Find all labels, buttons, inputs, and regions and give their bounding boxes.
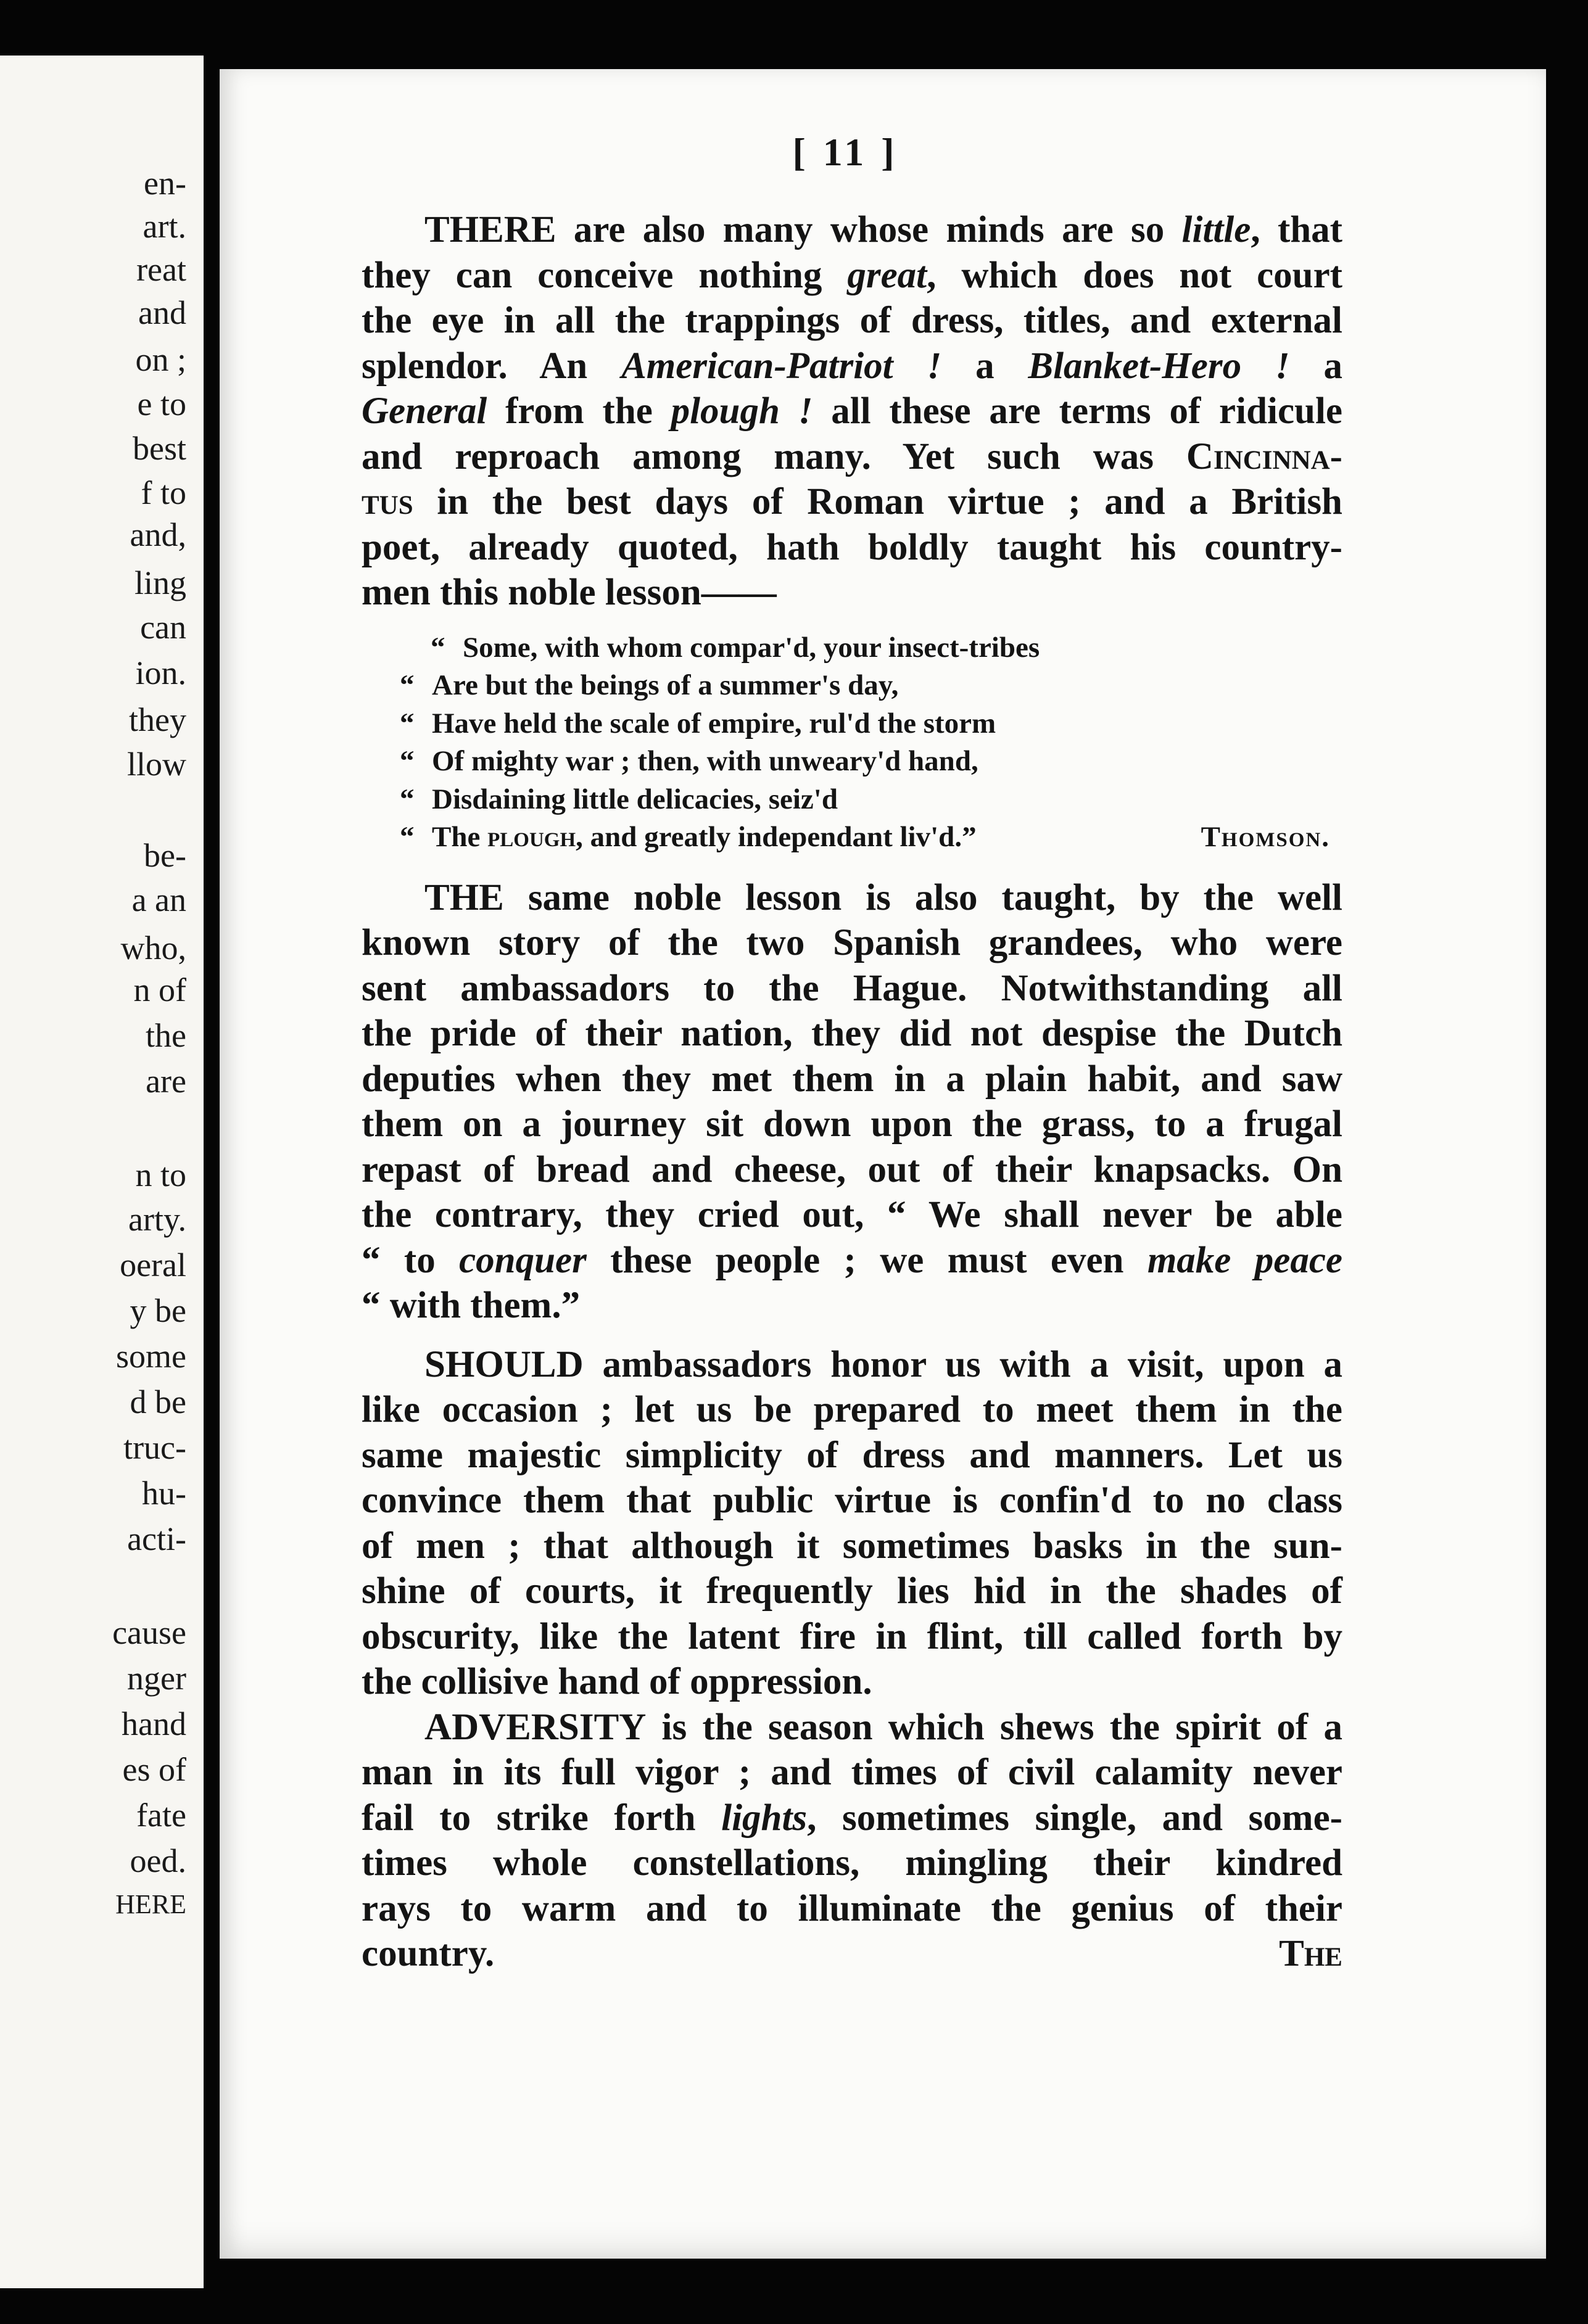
para1-line2: they can conceive nothing great, which does not court [362, 254, 1342, 296]
para1-line4: splendor. An American-Patriot ! a Blanket-Hero ! a [362, 345, 1343, 387]
left-page-fragment: who, [120, 929, 186, 966]
verse-line5: “ Disdaining little delicacies, seiz'd [400, 783, 838, 815]
para4-line2: man in its full vigor ; and times of civil calamity never [362, 1752, 1342, 1793]
para3-line6: shine of courts, it frequently lies hid in the shades of [362, 1570, 1342, 1612]
para1-line9: men this noble lesson—— [362, 572, 777, 613]
para1-line3: the eye in all the trappings of dress, titles, and external [362, 300, 1342, 341]
para2-line6: them on a journey sit down upon the grass, to a frugal [362, 1103, 1342, 1145]
left-page-fragment: some [116, 1338, 186, 1375]
left-page-fragment: es of [122, 1751, 186, 1788]
left-page-fragment: acti- [127, 1520, 186, 1557]
para2-line8: the contrary, they cried out, “ We shall never be able [362, 1194, 1342, 1235]
left-page-fragment: and [138, 294, 186, 331]
left-page-fragment: n of [133, 971, 186, 1008]
verse-line6: “ The plough, and greatly independant liv'd.” Thomson. [362, 818, 1342, 857]
left-page-fragment: the [146, 1017, 186, 1054]
left-page-fragment: they [129, 701, 186, 738]
para2-line1: THE same noble lesson is also taught, by the well [424, 876, 1342, 918]
para4-line3: fail to strike forth lights, sometimes single, and some- [362, 1797, 1342, 1839]
para3-line8: the collisive hand of oppression. [362, 1661, 872, 1702]
para2-line10: “ with them.” [362, 1285, 581, 1326]
para3-line1: SHOULD ambassadors honor us with a visit, upon a [424, 1343, 1342, 1385]
left-page-fragment: and, [130, 516, 186, 553]
left-page-fragment: arty. [128, 1201, 186, 1238]
left-page-fragment: reat [136, 251, 186, 288]
verse-line1: “ Some, with whom compar'd, your insect-tribes [431, 631, 1040, 664]
left-page-fragment: nger [127, 1660, 186, 1697]
left-page-fragment: n to [135, 1156, 186, 1193]
para4-line1: ADVERSITY is the season which shews the spirit of a [424, 1706, 1342, 1748]
left-page-fragment: can [140, 609, 186, 646]
left-page-fragment: a an [131, 881, 186, 918]
para1-line6: and reproach among many. Yet such was Cincinna- [362, 435, 1342, 477]
verse-line3: “ Have held the scale of empire, rul'd the storm [400, 707, 996, 740]
left-page-fragment: are [146, 1063, 186, 1100]
para3-line4: convince them that public virtue is confin'd to no class [362, 1480, 1342, 1521]
left-page-fragment: fate [136, 1797, 186, 1834]
para4-line5: rays to warm and to illuminate the genius of their [362, 1887, 1342, 1929]
para2-line7: repast of bread and cheese, out of their knapsacks. On [362, 1148, 1342, 1190]
para3-line2: like occasion ; let us be prepared to meet them in the [362, 1389, 1342, 1430]
left-page-fragment: oeral [120, 1246, 186, 1284]
left-page-fragment: cause [112, 1614, 186, 1651]
para1-line1: THERE are also many whose minds are so little, that [424, 209, 1342, 250]
left-page-fragment: HERE [115, 1889, 186, 1919]
para2-line2: known story of the two Spanish grandees, who were [362, 922, 1342, 963]
left-page-fragment: f to [141, 474, 186, 511]
para3-line7: obscurity, like the latent fire in flint, till called forth by [362, 1615, 1342, 1657]
para3-line5: of men ; that although it sometimes basks in the sun- [362, 1525, 1342, 1567]
verse-attribution: Thomson. [1201, 821, 1330, 853]
para1-line5: General from the plough ! all these are terms of ridicule [362, 390, 1342, 432]
left-page-fragment: e to [137, 385, 186, 422]
catchword: The [1279, 1933, 1342, 1974]
left-page-fragment: d be [130, 1383, 186, 1420]
verse-line2: “ Are but the beings of a summer's day, [400, 669, 899, 701]
left-page-fragment: oed. [130, 1842, 186, 1879]
verse-line4: “ Of mighty war ; then, with unweary'd hand, [400, 745, 978, 777]
left-page-fragment: truc- [123, 1429, 186, 1466]
left-page-fragment: hand [122, 1705, 186, 1742]
para2-line5: deputies when they met them in a plain habit, and saw [362, 1058, 1342, 1100]
left-page-fragment: best [133, 430, 186, 467]
para4-line6: country. The [362, 1931, 1342, 1977]
left-page-fragment: en- [144, 165, 186, 202]
left-page-fragment: ling [134, 564, 186, 601]
para1-line7: tus in the best days of Roman virtue ; and a British [362, 481, 1342, 522]
left-page-fragment: hu- [142, 1475, 186, 1512]
left-page-edge [0, 56, 204, 2288]
para4-line4: times whole constellations, mingling their kindred [362, 1842, 1342, 1884]
left-page-fragment: on ; [135, 341, 186, 378]
left-page-fragment: ion. [135, 654, 186, 691]
para3-line3: same majestic simplicity of dress and manners. Let us [362, 1434, 1342, 1476]
left-page-fragment: llow [126, 746, 186, 783]
para2-line4: the pride of their nation, they did not despise the Dutch [362, 1013, 1342, 1054]
para1-line8: poet, already quoted, hath boldly taught his country- [362, 526, 1342, 568]
page-text [362, 207, 1342, 1977]
left-page-fragment: art. [143, 208, 186, 245]
para2-line3: sent ambassadors to the Hague. Notwithstanding all [362, 967, 1342, 1009]
para2-line9: “ to conquer these people ; we must even make peace [362, 1239, 1342, 1281]
left-page-fragment: be- [144, 837, 186, 874]
left-page-fragment: y be [130, 1292, 186, 1329]
page-number: [ 11 ] [792, 130, 898, 174]
